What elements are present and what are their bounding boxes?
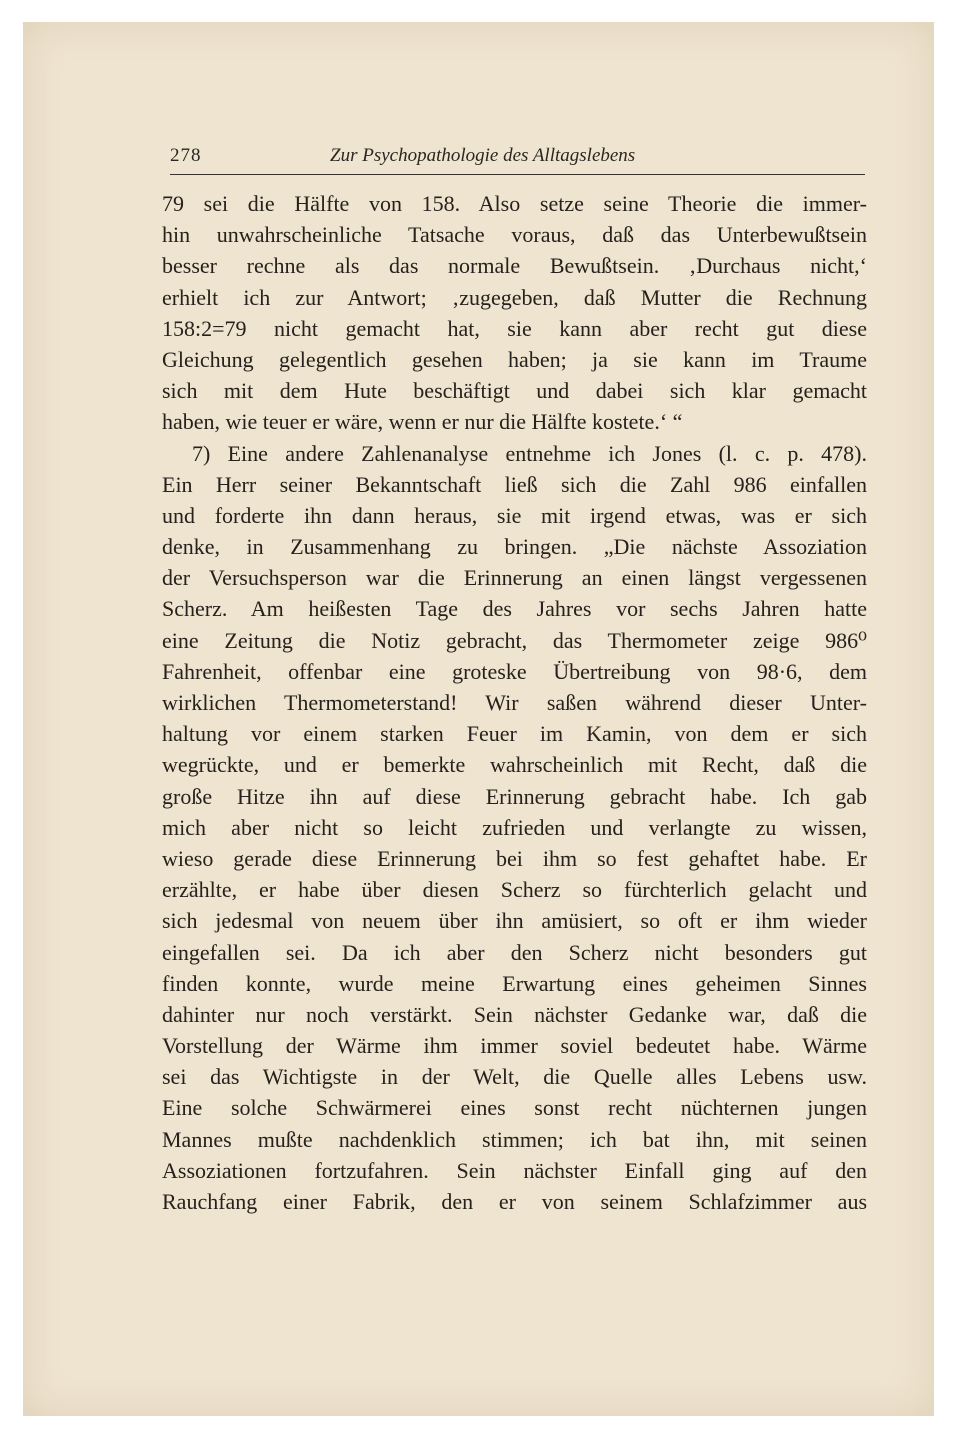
text-line: Ein Herr seiner Bekanntschaft ließ sich die Zahl 986 einfallen (162, 471, 867, 497)
running-title: Zur Psychopathologie des Alltagslebens (330, 145, 636, 166)
text-line: Vorstellung der Wärme ihm immer soviel bedeutet habe. Wärme (162, 1033, 867, 1059)
running-head (170, 145, 865, 175)
text-line: 79 sei die Hälfte von 158. Also setze seine Theorie die immer- (162, 191, 867, 216)
text-line: wegrückte, und er bemerkte wahrscheinlich mit Recht, daß die (162, 752, 867, 778)
body-text (162, 188, 867, 1217)
text-line: eine Zeitung die Notiz gebracht, das Thermometer zeige 986⁰ (162, 627, 867, 653)
text-line: hin unwahrscheinliche Tatsache voraus, daß das Unterbewußtsein (162, 222, 867, 248)
text-line: dahinter nur noch verstärkt. Sein nächster Gedanke war, daß die (162, 1001, 867, 1027)
text-line: große Hitze ihn auf diese Erinnerung gebracht habe. Ich gab (162, 783, 867, 809)
text-line: und forderte ihn dann heraus, sie mit irgend etwas, was er sich (162, 502, 867, 528)
text-line: haben, wie teuer er wäre, wenn er nur die Hälfte kostete.‘ “ (162, 409, 683, 435)
text-line: sei das Wichtigste in der Welt, die Quelle alles Lebens usw. (162, 1064, 867, 1090)
text-line: sich jedesmal von neuem über ihn amüsiert, so oft er ihm wieder (162, 908, 867, 934)
text-line: mich aber nicht so leicht zufrieden und verlangte zu wissen, (162, 814, 867, 840)
text-line: eingefallen sei. Da ich aber den Scherz nicht besonders gut (162, 939, 867, 965)
text-line: erzählte, er habe über diesen Scherz so fürchterlich gelacht und (162, 877, 867, 903)
text-line: Eine solche Schwärmerei eines sonst recht nüchternen jungen (162, 1095, 867, 1121)
header-rule (170, 174, 865, 175)
text-line: Gleichung gelegentlich gesehen haben; ja sie kann im Traume (162, 346, 867, 372)
text-line: sich mit dem Hute beschäftigt und dabei sich klar gemacht (162, 378, 867, 404)
text-line: denke, in Zusammenhang zu bringen. „Die nächste Assoziation (162, 534, 867, 560)
text-line: Assoziationen fortzufahren. Sein nächster Einfall ging auf den (162, 1157, 867, 1183)
text-line: Fahrenheit, offenbar eine groteske Übertreibung von 98·6, dem (162, 658, 867, 684)
text-line: finden konnte, wurde meine Erwartung eines geheimen Sinnes (162, 970, 867, 996)
text-line: wirklichen Thermometerstand! Wir saßen während dieser Unter- (162, 690, 867, 715)
page-number: 278 (170, 145, 202, 166)
text-line: der Versuchsperson war die Erinnerung an einen längst vergessenen (162, 565, 867, 591)
text-line: haltung vor einem starken Feuer im Kamin, von dem er sich (162, 721, 867, 747)
text-line: 158:2=79 nicht gemacht hat, sie kann aber recht gut diese (162, 315, 867, 341)
text-line: wieso gerade diese Erinnerung bei ihm so fest gehaftet habe. Er (162, 845, 867, 871)
text-line: erhielt ich zur Antwort; ‚zugegeben, daß Mutter die Rechnung (162, 284, 867, 310)
text-line: Mannes mußte nachdenklich stimmen; ich bat ihn, mit seinen (162, 1126, 867, 1152)
text-line: Rauchfang einer Fabrik, den er von seinem Schlafzimmer aus (162, 1189, 867, 1214)
text-line: Scherz. Am heißesten Tage des Jahres vor sechs Jahren hatte (162, 596, 867, 622)
paragraph-start-line: 7) Eine andere Zahlenanalyse entnehme ich Jones (l. c. p. 478). (192, 440, 867, 466)
text-line: besser rechne als das normale Bewußtsein. ‚Durchaus nicht,‘ (162, 253, 867, 279)
